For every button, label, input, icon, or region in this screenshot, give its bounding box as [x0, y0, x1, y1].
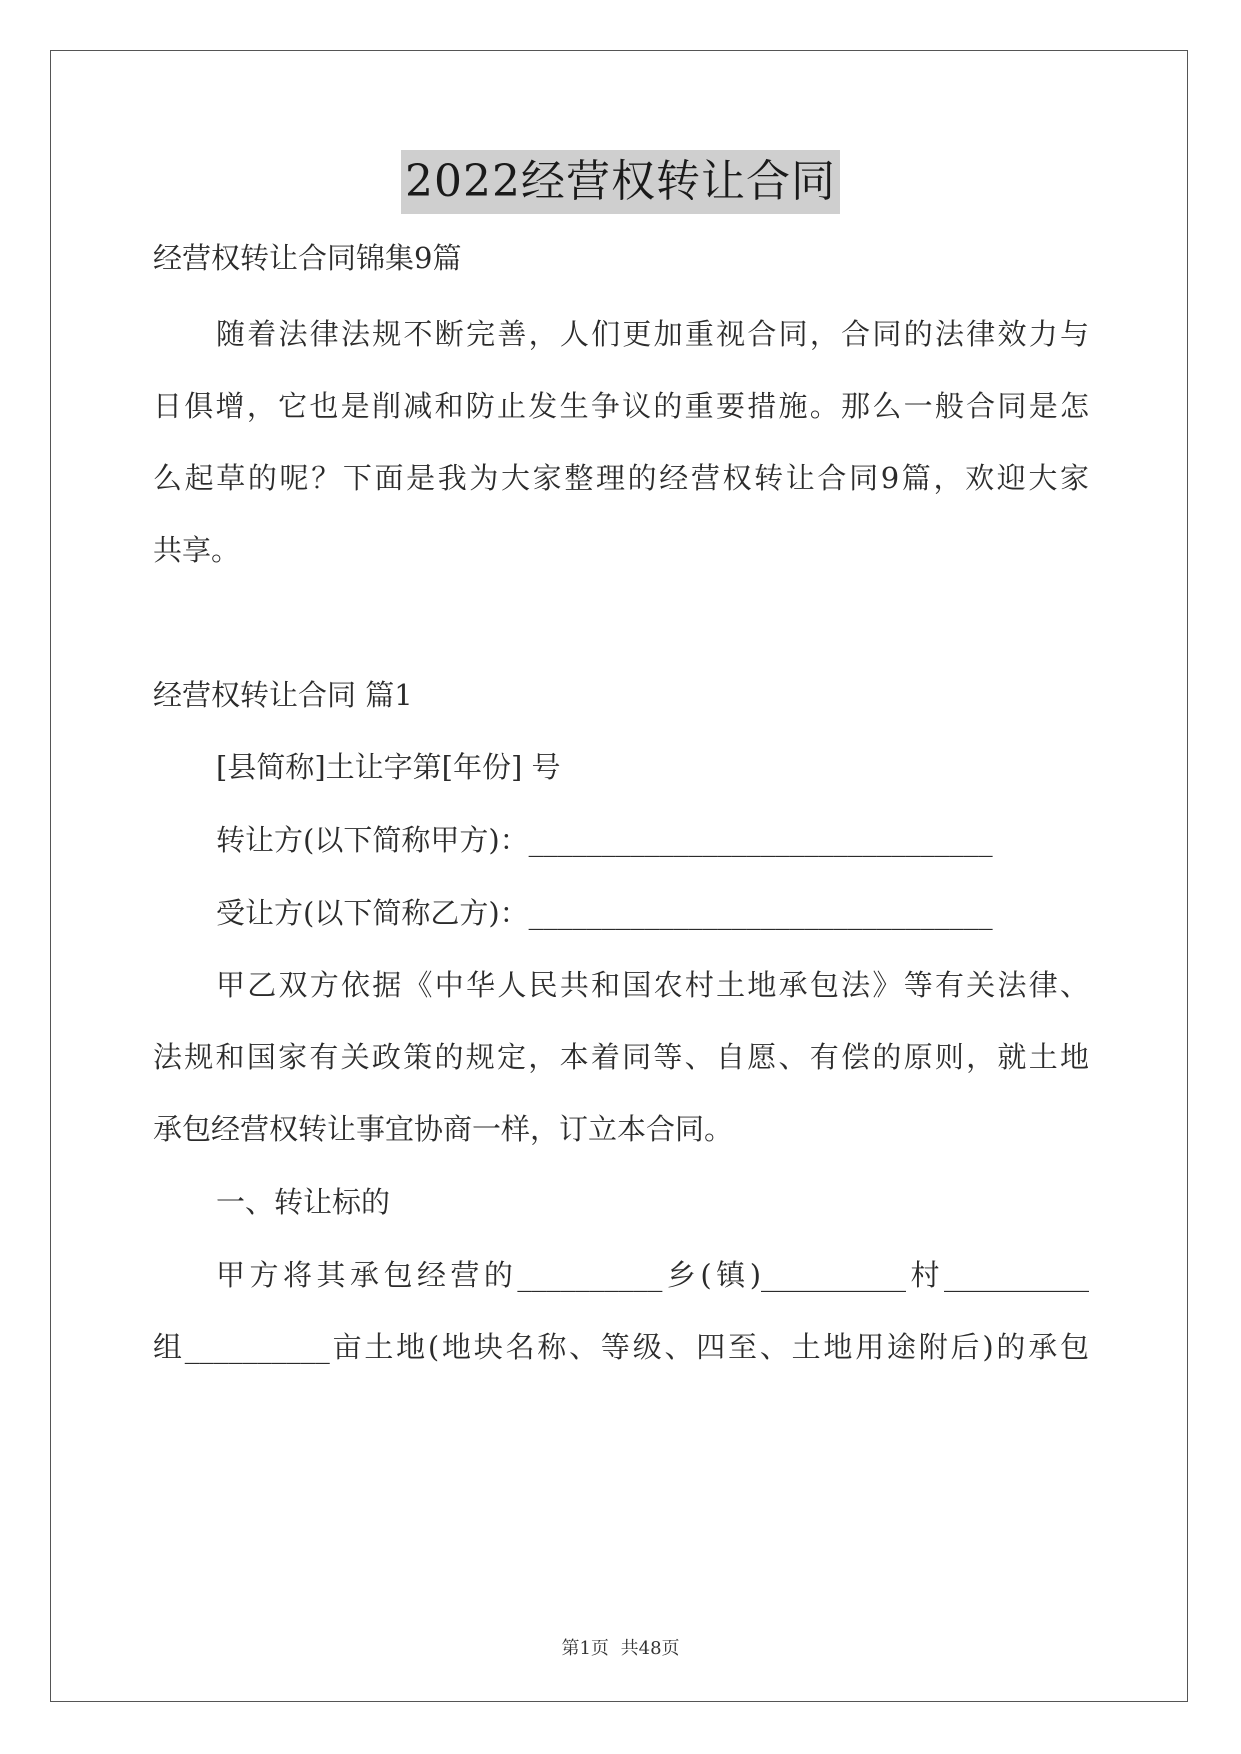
- party-b-field: 受让方(以下简称乙方)：________________________________: [216, 896, 993, 930]
- intro-paragraph-line: 么起草的呢？下面是我为大家整理的经营权转让合同9篇，欢迎大家: [153, 461, 1089, 495]
- page-number: 第1页: [561, 1638, 609, 1659]
- title-container: [0, 150, 1241, 214]
- page-total: 共48页: [620, 1638, 680, 1659]
- document-number: [县简称]土让字第[年份] 号: [216, 750, 561, 784]
- section-heading: 经营权转让合同 篇1: [153, 678, 413, 712]
- clause-heading: 一、转让标的: [216, 1185, 391, 1219]
- basis-paragraph-line: 承包经营权转让事宜协商一样，订立本合同。: [153, 1112, 734, 1146]
- basis-paragraph-line: 法规和国家有关政策的规定，本着同等、自愿、有偿的原则，就土地: [153, 1040, 1089, 1074]
- page-footer: [0, 1634, 1241, 1660]
- document-subtitle: 经营权转让合同锦集9篇: [153, 241, 462, 275]
- intro-paragraph-line: 日俱增，它也是削减和防止发生争议的重要措施。那么一般合同是怎: [153, 389, 1089, 423]
- clause-paragraph-line: 甲方将其承包经营的__________乡(镇)__________村__________: [216, 1258, 1089, 1292]
- basis-paragraph-line: 甲乙双方依据《中华人民共和国农村土地承包法》等有关法律、: [216, 968, 1089, 1002]
- intro-paragraph-line: 随着法律法规不断完善，人们更加重视合同，合同的法律效力与: [216, 317, 1089, 351]
- intro-paragraph-line: 共享。: [153, 533, 241, 567]
- party-a-field: 转让方(以下简称甲方)：________________________________: [216, 823, 993, 857]
- page-border: [50, 50, 1188, 1702]
- document-title: 2022经营权转让合同: [401, 150, 840, 214]
- clause-paragraph-line: 组__________亩土地(地块名称、等级、四至、土地用途附后)的承包: [153, 1330, 1089, 1364]
